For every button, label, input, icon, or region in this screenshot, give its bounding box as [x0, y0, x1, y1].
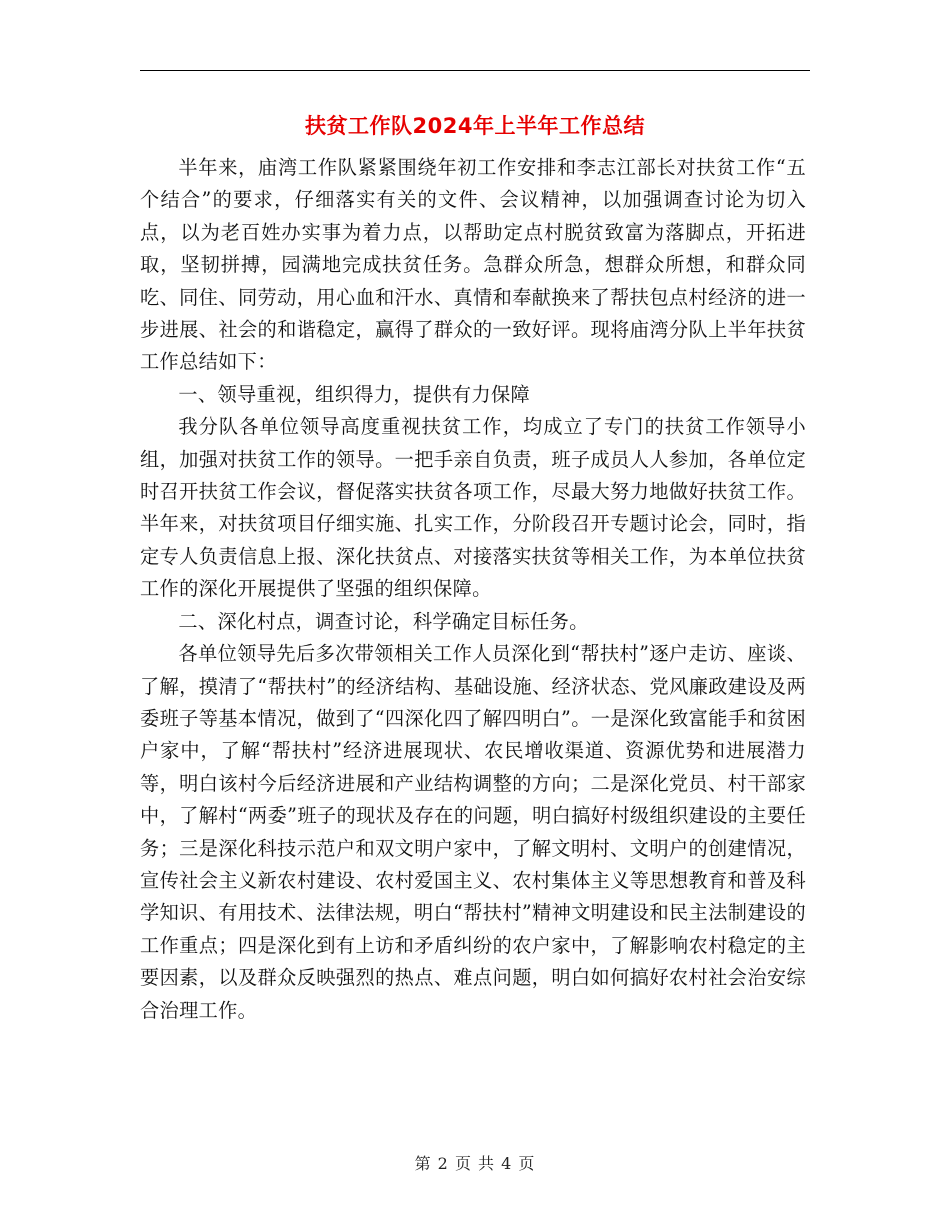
- paragraph-intro: 半年来，庙湾工作队紧紧围绕年初工作安排和李志江部长对扶贫工作“五个结合”的要求，仔细落实有关的文件、会议精神，以加强调查讨论为切入点，以为老百姓办实事为着力点，以帮助定点村脱贫致富为落脚点，开拓进取，坚韧拼搏，园满地完成扶贫任务。急群众所急，想群众所想，和群众同吃、同住、同劳动，用心血和汗水、真情和奉献换来了帮扶包点村经济的进一步进展、社会的和谐稳定，赢得了群众的一致好评。现将庙湾分队上半年扶贫工作总结如下：: [140, 156, 806, 374]
- header-rule: [140, 70, 810, 71]
- document-title: 扶贫工作队2024年上半年工作总结: [305, 114, 645, 138]
- document-body: [140, 152, 806, 1027]
- section-heading-2: 二、深化村点，调查讨论，科学确定目标任务。: [178, 609, 589, 633]
- paragraph-section-1: 我分队各单位领导高度重视扶贫工作，均成立了专门的扶贫工作领导小组，加强对扶贫工作的领导。一把手亲自负责，班子成员人人参加，各单位定时召开扶贫工作会议，督促落实扶贫各项工作，尽最大努力地做好扶贫工作。半年来，对扶贫项目仔细实施、扎实工作，分阶段召开专题讨论会，同时，指定专人负责信息上报、深化扶贫点、对接落实扶贫等相关工作，为本单位扶贫工作的深化开展提供了坚强的组织保障。: [140, 415, 806, 601]
- page-number-footer: 第 2 页 共 4 页: [414, 1154, 536, 1173]
- paragraph-section-2: 各单位领导先后多次带领相关工作人员深化到“帮扶村”逐户走访、座谈、了解，摸清了“帮扶村”的经济结构、基础设施、经济状态、党风廉政建设及两委班子等基本情况，做到了“四深化四了解四明白”。一是深化致富能手和贫困户家中，了解“帮扶村”经济进展现状、农民增收渠道、资源优势和进展潜力等，明白该村今后经济进展和产业结构调整的方向；二是深化党员、村干部家中，了解村“两委”班子的现状及存在的问题，明白搞好村级组织建设的主要任务；三是深化科技示范户和双文明户家中，了解文明村、文明户的创建情况，宣传社会主义新农村建设、农村爱国主义、农村集体主义等思想教育和普及科学知识、有用技术、法律法规，明白“帮扶村”精神文明建设和民主法制建设的工作重点；四是深化到有上访和矛盾纠纷的农户家中，了解影响农村稳定的主要因素，以及群众反映强烈的热点、难点问题，明白如何搞好农村社会治安综合治理工作。: [140, 642, 806, 1022]
- section-heading-1: 一、领导重视，组织得力，提供有力保障: [178, 382, 531, 406]
